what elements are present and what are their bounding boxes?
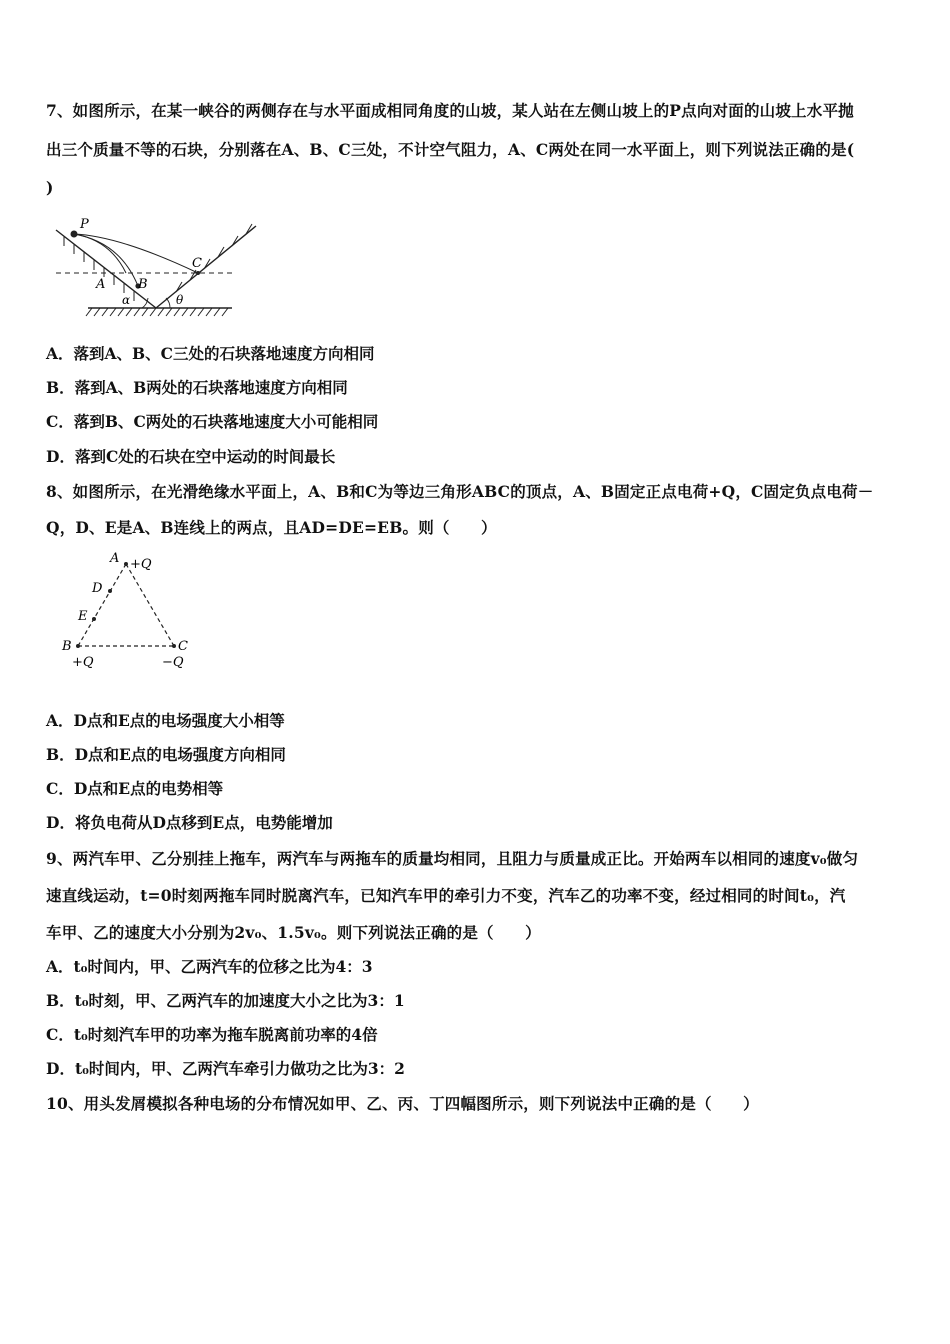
q8-option-a[interactable]: A．D点和E点的电场强度大小相等 <box>46 711 285 730</box>
q8-label-e: E <box>78 609 88 624</box>
q7-option-b[interactable]: B．落到A、B两处的石块落地速度方向相同 <box>46 378 348 397</box>
q7-option-a[interactable]: A．落到A、B、C三处的石块落地速度方向相同 <box>46 344 375 363</box>
q9-stem-line-1: 9、两汽车甲、乙分别挂上拖车，两汽车与两拖车的质量均相同，且阻力与质量成正比。开始两车以相同的速度v₀做匀 <box>46 849 859 868</box>
q10-stem-line-1: 10、用头发屑模拟各种电场的分布情况如甲、乙、丙、丁四幅图所示，则下列说法中正确的是（ ） <box>46 1094 759 1113</box>
q7-option-d[interactable]: D．落到C处的石块在空中运动的时间最长 <box>46 447 336 466</box>
q7-label-c: C <box>192 256 202 271</box>
q8-label-d: D <box>92 581 103 596</box>
q9-option-d[interactable]: D．t₀时间内，甲、乙两汽车牵引力做功之比为3：2 <box>46 1059 405 1078</box>
q7-label-b: B <box>138 277 148 292</box>
q8-label-a: A <box>110 551 120 566</box>
q8-label-c: C <box>178 639 188 654</box>
q8-stem-line-1: 8、如图所示，在光滑绝缘水平面上，A、B和C为等边三角形ABC的顶点，A、B固定正点电荷+Q，C固定负点电荷－ <box>46 482 874 501</box>
q8-point-e <box>92 617 96 621</box>
q7-label-alpha: α <box>122 293 131 307</box>
q7-point-p <box>71 231 78 238</box>
q8-triangle-figure <box>58 548 208 672</box>
q7-label-a: A <box>96 277 106 292</box>
q8-option-c[interactable]: C．D点和E点的电势相等 <box>46 779 224 798</box>
q7-option-c[interactable]: C．落到B、C两处的石块落地速度大小可能相同 <box>46 412 379 431</box>
q8-label-c-charge: −Q <box>162 655 184 670</box>
q8-point-b <box>76 644 80 648</box>
q8-point-c <box>172 644 176 648</box>
q8-label-a-charge: +Q <box>130 557 152 572</box>
q8-point-d <box>108 589 112 593</box>
q8-stem-line-2: Q，D、E是A、B连线上的两点，且AD=DE=EB。则（ ） <box>46 518 497 537</box>
q7-label-p: P <box>80 217 89 232</box>
q8-option-b[interactable]: B．D点和E点的电场强度方向相同 <box>46 745 286 764</box>
q8-option-d[interactable]: D．将负电荷从D点移到E点，电势能增加 <box>46 813 333 832</box>
q7-stem-line-3: ) <box>46 178 54 197</box>
q8-label-b-charge: +Q <box>72 655 94 670</box>
q9-option-c[interactable]: C．t₀时刻汽车甲的功率为拖车脱离前功率的4倍 <box>46 1025 378 1044</box>
q9-option-b[interactable]: B．t₀时刻，甲、乙两汽车的加速度大小之比为3：1 <box>46 991 405 1010</box>
q7-label-theta: θ <box>176 293 184 307</box>
q7-stem-line-1: 7、如图所示，在某一峡谷的两侧存在与水平面成相同角度的山坡，某人站在左侧山坡上的P点向对面的山坡上水平抛 <box>46 101 854 120</box>
q9-stem-line-2: 速直线运动，t=0时刻两拖车同时脱离汽车，已知汽车甲的牵引力不变，汽车乙的功率不变，经过相同的时间t₀，汽 <box>46 886 846 905</box>
q8-point-a <box>124 562 128 566</box>
q7-stem-line-2: 出三个质量不等的石块，分别落在A、B、C三处，不计空气阻力，A、C两处在同一水平面上，则下列说法正确的是( <box>46 140 855 159</box>
q8-label-b: B <box>62 639 72 654</box>
q9-option-a[interactable]: A．t₀时间内，甲、乙两汽车的位移之比为4：3 <box>46 957 373 976</box>
q9-stem-line-3: 车甲、乙的速度大小分别为2v₀、1.5v₀。则下列说法正确的是（ ） <box>46 923 541 942</box>
q7-point-c <box>196 271 200 275</box>
q7-canyon-figure <box>50 212 270 320</box>
